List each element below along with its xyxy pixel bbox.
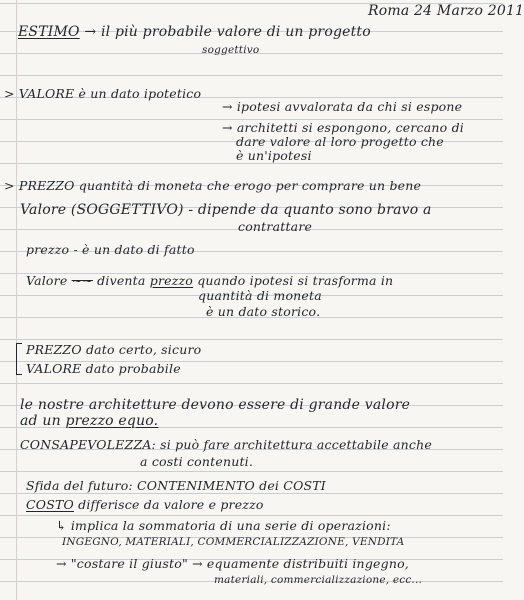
valore-def-continuation: contrattare xyxy=(238,219,313,234)
title-line xyxy=(18,25,371,40)
transform-storico: è un dato storico. xyxy=(206,304,321,319)
title-annotation: soggettivo xyxy=(202,44,260,56)
transform-rest: quando ipotesi si trasforma in xyxy=(197,273,394,288)
consapevolezza-line: CONSAPEVOLEZZA: si può fare architettura accettabile anche xyxy=(20,437,432,452)
transform-prezzo: prezzo xyxy=(149,273,194,288)
implica-line: ↳ implica la sommatoria di una serie di operazioni: xyxy=(56,518,391,533)
date: Roma 24 Marzo 2011 xyxy=(368,3,524,19)
valore-point: è un'ipotesi xyxy=(236,148,312,163)
transform-valore: Valore xyxy=(26,273,68,288)
title-text: il più probabile valore di un progetto xyxy=(100,24,371,40)
sfida-line: Sfida del futuro: CONTENIMENTO dei COSTI xyxy=(26,478,326,493)
consapevolezza-line2: a costi contenuti. xyxy=(140,454,254,469)
title-label: ESTIMO xyxy=(18,24,80,40)
transform-diventa: diventa xyxy=(97,273,146,288)
transform-line: Valore ∼∼ diventa prezzo quando ipotesi si trasforma in xyxy=(26,273,394,288)
architetture-ad-un: ad un xyxy=(20,413,61,429)
implica-list: INGEGNO, MATERIALI, COMMERCIALIZZAZIONE, VENDITA xyxy=(62,536,405,548)
bracket-mark xyxy=(16,343,22,375)
prezzo-line: > PREZZO quantità di moneta che erogo per comprare un bene xyxy=(4,178,422,193)
prezzo-fatto: prezzo - è un dato di fatto xyxy=(26,242,195,257)
costo-text: differisce da valore e prezzo xyxy=(78,497,264,512)
title-arrow: → xyxy=(84,24,97,40)
architetture-prezzo-equo: prezzo equo. xyxy=(65,413,159,429)
architetture-line2 xyxy=(20,414,158,429)
valore-point: → architetti si espongono, cercano di xyxy=(222,120,464,135)
costo-label: COSTO xyxy=(26,497,74,512)
valore-point: → ipotesi avvalorata da chi si espone xyxy=(222,99,463,114)
valore-point: dare valore al loro progetto che xyxy=(236,134,444,149)
bracket-line-prezzo: PREZZO dato certo, sicuro xyxy=(26,342,202,357)
bracket-line-valore: VALORE dato probabile xyxy=(26,361,181,376)
transform-quantita: quantità di moneta xyxy=(198,288,322,303)
giusto-line: → "costare il giusto" → equamente distribuiti ingegno, xyxy=(56,556,409,571)
architetture-line: le nostre architetture devono essere di grande valore xyxy=(20,397,411,413)
costo-line xyxy=(26,497,264,512)
valore-def-line: Valore (SOGGETTIVO) - dipende da quanto sono bravo a xyxy=(20,202,432,218)
giusto-line2: materiali, commercializzazione, ecc... xyxy=(214,574,423,586)
valore-heading: > VALORE è un dato ipotetico xyxy=(4,86,202,101)
